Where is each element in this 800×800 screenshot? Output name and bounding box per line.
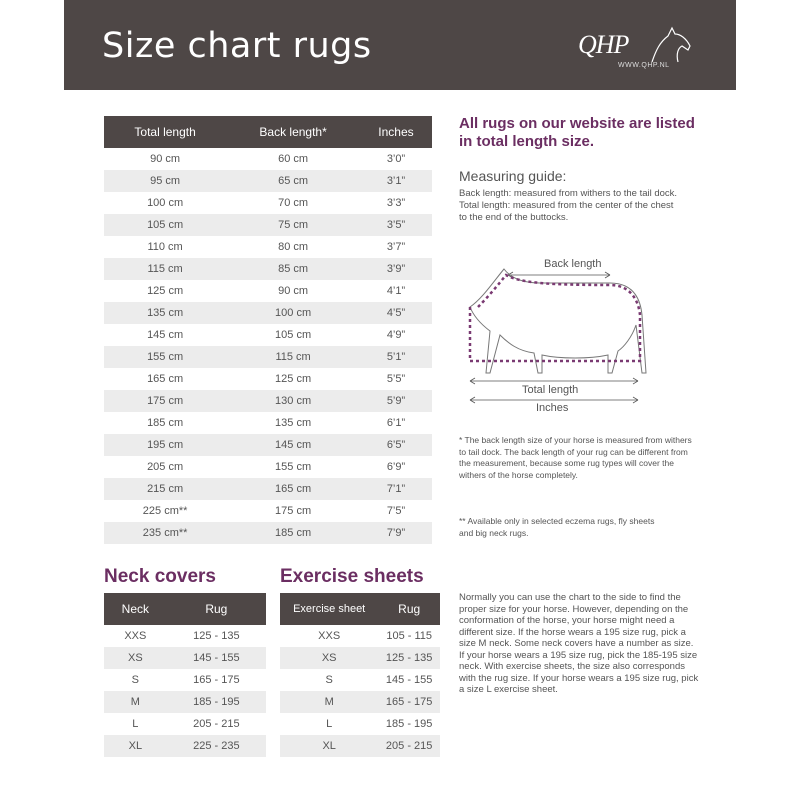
column-header: Inches: [360, 116, 432, 148]
table-cell: 175 cm: [104, 390, 226, 412]
table-cell: 205 - 215: [378, 735, 440, 757]
table-cell: 195 cm: [104, 434, 226, 456]
table-row: [104, 390, 432, 412]
table-cell: 4’1”: [386, 285, 406, 297]
back-length-label: Back length: [544, 258, 602, 270]
exercise-sheets-table: [280, 593, 440, 757]
table-row: [104, 669, 266, 691]
table-cell: M: [104, 691, 167, 713]
table-cell: 135 cm: [104, 302, 226, 324]
table-row: [104, 214, 432, 236]
table-cell: 100 cm: [147, 197, 184, 209]
table-cell: [360, 544, 432, 566]
table-row: [104, 647, 266, 669]
table-cell: XS: [280, 647, 378, 669]
table-cell: 5’5”: [386, 373, 406, 385]
total-length-label: Total length: [522, 384, 579, 396]
table-cell: 135 cm: [275, 417, 312, 429]
table-cell: S: [325, 674, 333, 686]
table-cell: 100 cm: [226, 302, 360, 324]
table-cell: 6’9”: [386, 461, 406, 473]
table-row: [104, 368, 432, 390]
table-row: [104, 735, 266, 757]
table-row: [104, 522, 432, 544]
table-cell: L: [326, 718, 333, 730]
table-cell: 5’1”: [360, 346, 432, 368]
table-cell: 125 - 135: [193, 630, 240, 642]
table-cell: M: [280, 691, 378, 713]
table-cell: 3’7”: [386, 241, 406, 253]
table-cell: S: [131, 674, 140, 686]
table-cell: 3’5”: [360, 214, 432, 236]
table-cell: 205 - 215: [193, 718, 240, 730]
table-cell: 185 cm: [147, 417, 184, 429]
table-cell: 4’9”: [386, 329, 406, 341]
table-row: [104, 302, 432, 324]
column-header: Total length: [104, 116, 226, 148]
table-cell: [104, 544, 226, 566]
table-row: [280, 669, 440, 691]
table-row: [104, 148, 432, 170]
table-cell: 125 cm: [147, 285, 184, 297]
table-cell: 115 cm: [226, 346, 360, 368]
measuring-guide-title: Measuring guide:: [459, 168, 567, 184]
horse-measurement-diagram: [460, 255, 660, 420]
table-cell: 3’3”: [386, 197, 406, 209]
table-cell: 145 cm: [226, 434, 360, 456]
inches-label: Inches: [536, 402, 569, 414]
table-row: [104, 691, 266, 713]
table-cell: 155 cm: [275, 461, 312, 473]
table-cell: 130 cm: [226, 390, 360, 412]
table-cell: 7’5”: [386, 505, 406, 517]
table-cell: 205 cm: [147, 461, 184, 473]
back-length-definition: Back length: measured from withers to the tail dock.: [459, 188, 678, 199]
exercise-sheets-title: Exercise sheets: [280, 566, 424, 587]
table-cell: 3’9”: [360, 258, 432, 280]
table-row: [104, 500, 432, 522]
table-cell: 145 - 155: [385, 674, 433, 686]
table-cell: L: [132, 718, 139, 730]
back-length-footnote: * The back length size of your horse is measured from withers to tail dock. The back length of your rug can be different from the measurement, because some rug types will cover the withers of the horse completely.: [459, 435, 692, 480]
table-cell: 3’0”: [386, 153, 406, 165]
table-cell: 7’1”: [360, 478, 432, 500]
table-cell: 70 cm: [278, 197, 309, 209]
table-cell: 145 - 155: [167, 647, 266, 669]
table-cell: XL: [104, 735, 167, 757]
table-row: [104, 170, 432, 192]
table-cell: 215 cm: [104, 478, 226, 500]
table-row: [104, 236, 432, 258]
table-row: [280, 691, 440, 713]
table-cell: 6’5”: [360, 434, 432, 456]
table-row: [104, 258, 432, 280]
table-cell: 7’9”: [360, 522, 432, 544]
table-cell: 155 cm: [104, 346, 226, 368]
header-banner: [64, 0, 736, 90]
table-cell: 185 - 195: [167, 691, 266, 713]
table-row: [104, 434, 432, 456]
total-length-note: All rugs on our website are listed in total length size.: [459, 115, 695, 150]
table-row: [280, 625, 440, 647]
table-cell: 80 cm: [278, 241, 309, 253]
table-row: [104, 456, 432, 478]
table-cell: 105 - 115: [386, 630, 432, 642]
table-row: [104, 478, 432, 500]
table-row: [104, 412, 432, 434]
table-cell: 85 cm: [226, 258, 360, 280]
table-cell: 90 cm: [150, 153, 181, 165]
table-cell: 95 cm: [104, 170, 226, 192]
table-cell: 165 - 175: [193, 674, 240, 686]
table-cell: 185 - 195: [385, 718, 433, 730]
total-length-definition: Total length: measured from the center of the chest to the end of the buttocks.: [459, 200, 674, 223]
availability-footnote: ** Available only in selected eczema rugs, fly sheets and big neck rugs.: [459, 516, 655, 538]
table-cell: 4’5”: [360, 302, 432, 324]
column-header: Exercise sheet: [280, 593, 378, 625]
neck-covers-title: Neck covers: [104, 566, 216, 587]
horse-head-icon: [646, 24, 696, 64]
table-cell: 5’9”: [360, 390, 432, 412]
neck-covers-table: [104, 593, 266, 757]
table-cell: 3’1”: [360, 170, 432, 192]
table-row: [104, 625, 266, 647]
table-cell: 6’1”: [386, 417, 406, 429]
column-header: Neck: [104, 593, 167, 625]
table-cell: 175 cm: [275, 505, 312, 517]
table-cell: 225 - 235: [167, 735, 266, 757]
table-cell: 125 - 135: [378, 647, 440, 669]
table-cell: 165 cm: [226, 478, 360, 500]
table-row: [280, 713, 440, 735]
table-row: [280, 647, 440, 669]
table-row: [104, 346, 432, 368]
table-row: [104, 324, 432, 346]
table-cell: 185 cm: [226, 522, 360, 544]
logo-url: WWW.QHP.NL: [618, 62, 670, 69]
table-row: [104, 280, 432, 302]
table-cell: 115 cm: [104, 258, 226, 280]
rug-size-table: [104, 116, 432, 566]
table-cell: 165 - 175: [378, 691, 440, 713]
table-cell: 145 cm: [147, 329, 184, 341]
table-cell: 110 cm: [147, 241, 183, 253]
table-cell: 60 cm: [278, 153, 309, 165]
size-advice-text: Normally you can use the chart to the side to find the proper size for your horse. However, depending on the conformation of the horse, your horse might need a different size. If the horse wears a 195 size rug, pick a size M neck. Some neck covers have a number as size. If your horse wears a 195 size rug, pick the 185-195 size neck. With exercise sheets, the size also corresponds with the rug size. If your horse wears a 195 size rug, pick a size L exercise sheet.: [459, 592, 699, 695]
table-cell: XXS: [124, 630, 147, 642]
page-title: Size chart rugs: [102, 26, 372, 66]
table-cell: 165 cm: [147, 373, 184, 385]
table-row: [104, 713, 266, 735]
logo-text: QHP: [578, 30, 629, 59]
table-row: [104, 544, 432, 566]
column-header: Rug: [378, 593, 440, 625]
table-cell: XS: [104, 647, 167, 669]
table-cell: [226, 544, 360, 566]
column-header: Rug: [167, 593, 266, 625]
table-row: [280, 735, 440, 757]
table-cell: XXS: [318, 630, 341, 642]
measuring-guide: [459, 188, 679, 224]
qhp-logo: [578, 20, 698, 74]
table-cell: 90 cm: [278, 285, 309, 297]
table-cell: 105 cm: [275, 329, 312, 341]
table-cell: 105 cm: [104, 214, 226, 236]
table-cell: 75 cm: [226, 214, 360, 236]
table-cell: 65 cm: [226, 170, 360, 192]
table-row: [104, 192, 432, 214]
table-cell: 235 cm**: [104, 522, 226, 544]
table-cell: XL: [280, 735, 378, 757]
table-cell: 125 cm: [275, 373, 312, 385]
table-cell: 225 cm**: [142, 505, 188, 517]
column-header: Back length*: [226, 116, 360, 148]
